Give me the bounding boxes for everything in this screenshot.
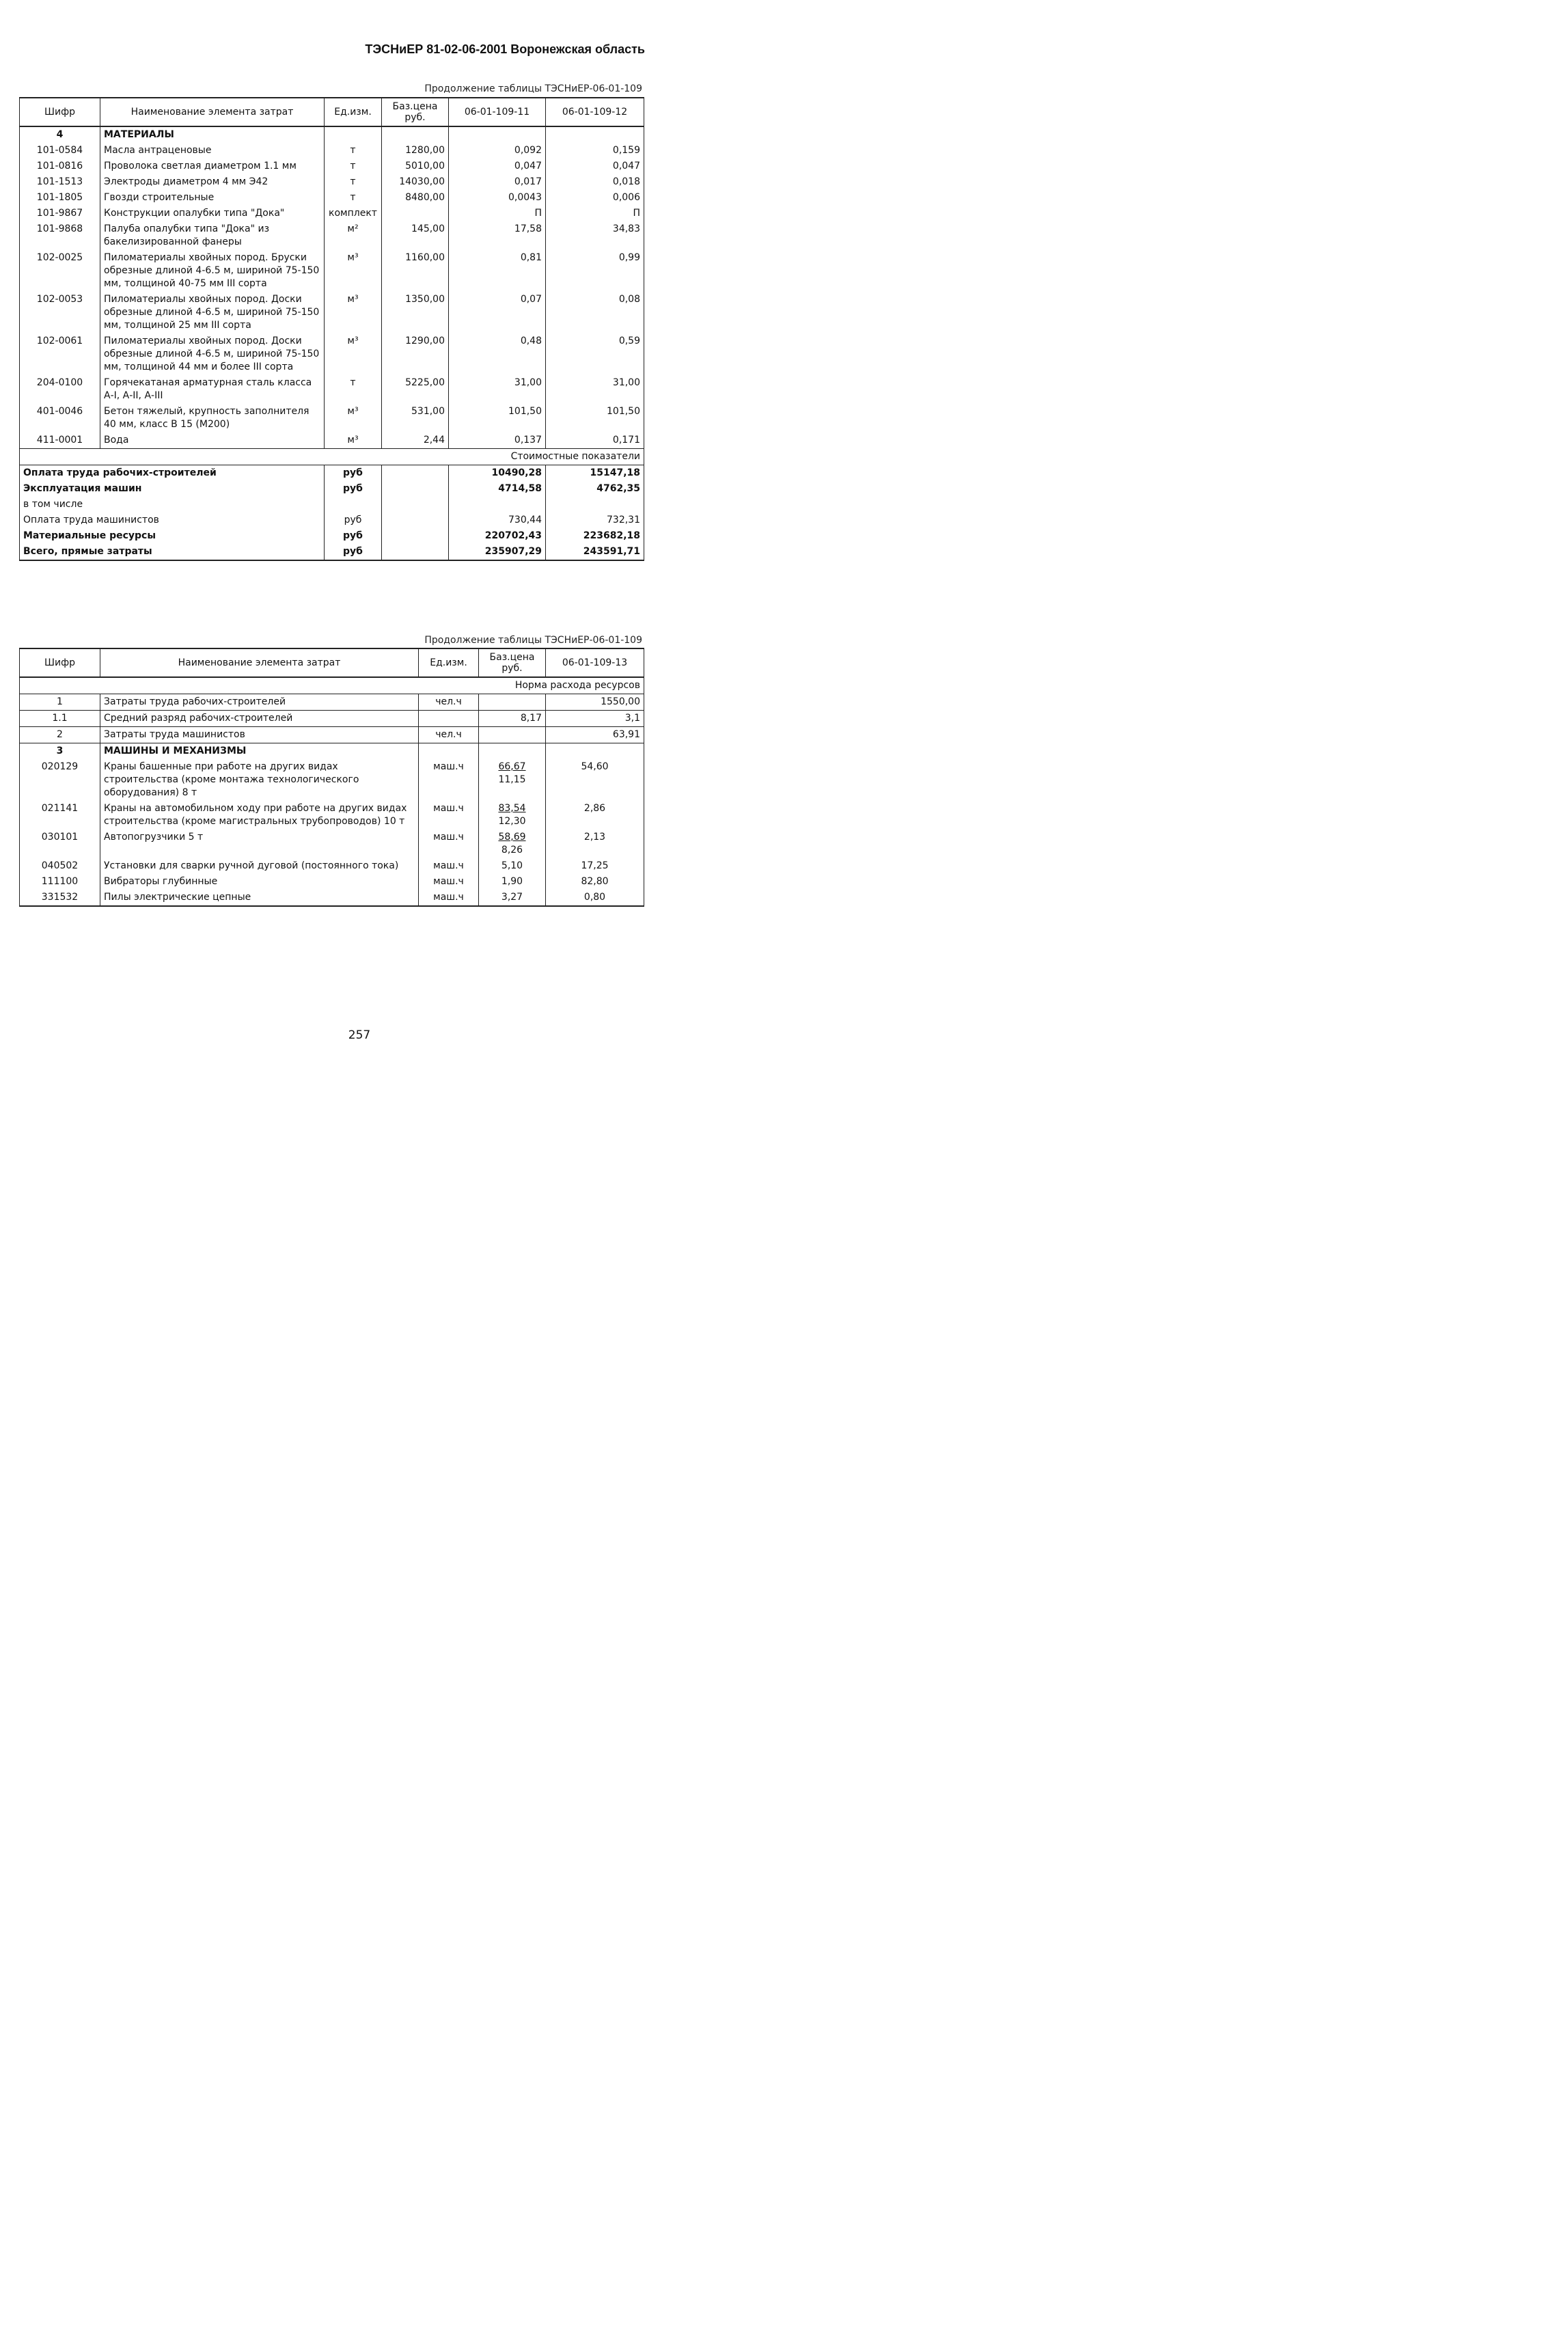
resource-base-price: 8,17: [479, 711, 546, 727]
resource-table-1: [19, 97, 644, 561]
resource-code: 101-9867: [20, 206, 100, 221]
machine-row: [20, 858, 644, 874]
norm-06-01-109-12: 34,83: [546, 221, 644, 250]
resource-name: Палуба опалубки типа "Дока" из бакелизированной фанеры: [100, 221, 325, 250]
col-header-code: Шифр: [20, 648, 100, 677]
machine-price-pair: [498, 802, 525, 828]
norm-06-01-109-13: 0,80: [546, 890, 644, 906]
col-header-price: Баз.цена руб.: [382, 98, 449, 126]
cost-06-01-109-11: 220702,43: [449, 528, 546, 544]
page-number: 257: [348, 1028, 371, 1042]
resource-code: 102-0025: [20, 250, 100, 292]
norm-06-01-109-13: 17,25: [546, 858, 644, 874]
resource-code: 101-0584: [20, 143, 100, 159]
machine-name: Автопогрузчики 5 т: [100, 830, 419, 858]
machine-price-labor: 3,27: [501, 892, 523, 903]
resource-name: Электроды диаметром 4 мм Э42: [100, 174, 325, 190]
machine-price-cell: [479, 830, 546, 858]
machine-code: 021141: [20, 801, 100, 830]
cost-name: Оплата труда машинистов: [20, 512, 325, 528]
cost-unit: руб: [325, 544, 382, 560]
norm-06-01-109-11: 0,48: [449, 333, 546, 375]
machine-unit: маш.ч: [419, 830, 479, 858]
resource-name: Гвозди строительные: [100, 190, 325, 206]
machine-price-pair: [501, 875, 523, 888]
cost-name: Всего, прямые затраты: [20, 544, 325, 560]
cost-06-01-109-12: 15147,18: [546, 465, 644, 482]
resource-name: Пиломатериалы хвойных пород. Доски обрезные длиной 4-6.5 м, шириной 75-150 мм, толщиной 25 мм III сорта: [100, 292, 325, 333]
resource-name: Средний разряд рабочих-строителей: [100, 711, 419, 727]
norm-06-01-109-13: 54,60: [546, 759, 644, 801]
resource-name: Пиломатериалы хвойных пород. Доски обрезные длиной 4-6.5 м, шириной 75-150 мм, толщиной 44 мм и более III сорта: [100, 333, 325, 375]
resource-name: Проволока светлая диаметром 1.1 мм: [100, 159, 325, 174]
cost-row: [20, 512, 644, 528]
col-header-price: Баз.цена руб.: [479, 648, 546, 677]
resource-name: Затраты труда машинистов: [100, 727, 419, 743]
resource-unit: м³: [325, 404, 382, 433]
resource-base-price: 1290,00: [382, 333, 449, 375]
cost-06-01-109-12: [546, 497, 644, 512]
table2-header-row: [20, 648, 644, 677]
cost-06-01-109-12: 223682,18: [546, 528, 644, 544]
cost-unit: руб: [325, 481, 382, 497]
norm-label-row: [20, 677, 644, 694]
resource-name: Масла антраценовые: [100, 143, 325, 159]
resource-unit: м³: [325, 250, 382, 292]
resource-base-price: 531,00: [382, 404, 449, 433]
machine-code: 030101: [20, 830, 100, 858]
resource-unit: м²: [325, 221, 382, 250]
machine-row: [20, 874, 644, 890]
norm-06-01-109-11: 17,58: [449, 221, 546, 250]
resource-code: 101-1805: [20, 190, 100, 206]
col-header-unit: Ед.изм.: [419, 648, 479, 677]
table2-continuation-label: Продолжение таблицы ТЭСНиЕР-06-01-109: [424, 635, 642, 646]
resource-base-price: 145,00: [382, 221, 449, 250]
resource-unit: т: [325, 159, 382, 174]
cost-label-row: [20, 449, 644, 465]
machine-name: Установки для сварки ручной дуговой (постоянного тока): [100, 858, 419, 874]
norm-06-01-109-12: 0,08: [546, 292, 644, 333]
resource-name: Пиломатериалы хвойных пород. Бруски обрезные длиной 4-6.5 м, шириной 75-150 мм, толщиной 40-75 мм III сорта: [100, 250, 325, 292]
norm-06-01-109-13: 3,1: [546, 711, 644, 727]
labor-row: [20, 694, 644, 711]
resource-base-price: 2,44: [382, 433, 449, 449]
norm-06-01-109-12: 0,99: [546, 250, 644, 292]
section-row-machines: [20, 743, 644, 760]
norm-06-01-109-12: 0,006: [546, 190, 644, 206]
table1-continuation-label: Продолжение таблицы ТЭСНиЕР-06-01-109: [424, 83, 642, 94]
resource-base-price: 1160,00: [382, 250, 449, 292]
resource-name: Бетон тяжелый, крупность заполнителя 40 мм, класс В 15 (М200): [100, 404, 325, 433]
material-row: [20, 221, 644, 250]
resource-base-price: [479, 727, 546, 743]
machine-code: 040502: [20, 858, 100, 874]
material-row: [20, 206, 644, 221]
machine-row: [20, 759, 644, 801]
norm-06-01-109-11: 101,50: [449, 404, 546, 433]
cost-06-01-109-11: 235907,29: [449, 544, 546, 560]
norm-06-01-109-11: 0,017: [449, 174, 546, 190]
section-row-materials: [20, 126, 644, 143]
resource-base-price: 14030,00: [382, 174, 449, 190]
machine-row: [20, 890, 644, 906]
machine-unit: маш.ч: [419, 801, 479, 830]
col-header-unit: Ед.изм.: [325, 98, 382, 126]
resource-unit: м³: [325, 433, 382, 449]
cost-06-01-109-11: [449, 497, 546, 512]
machine-price-cell: [479, 801, 546, 830]
resource-name: Конструкции опалубки типа "Дока": [100, 206, 325, 221]
resource-code: 101-1513: [20, 174, 100, 190]
cost-empty: [382, 497, 449, 512]
machine-price-labor: 12,30: [498, 816, 526, 827]
col-header-06-01-109-12: 06-01-109-12: [546, 98, 644, 126]
cost-empty: [382, 481, 449, 497]
cost-name: Эксплуатация машин: [20, 481, 325, 497]
material-row: [20, 292, 644, 333]
material-row: [20, 433, 644, 449]
resource-code: 401-0046: [20, 404, 100, 433]
resource-code: 101-0816: [20, 159, 100, 174]
cost-unit: [325, 497, 382, 512]
resource-name: Затраты труда рабочих-строителей: [100, 694, 419, 711]
machine-name: Вибраторы глубинные: [100, 874, 419, 890]
section-title: МАТЕРИАЛЫ: [100, 126, 325, 143]
cost-row: [20, 465, 644, 482]
cost-06-01-109-11: 4714,58: [449, 481, 546, 497]
cost-06-01-109-12: 243591,71: [546, 544, 644, 560]
material-row: [20, 174, 644, 190]
section-title: МАШИНЫ И МЕХАНИЗМЫ: [100, 743, 419, 760]
material-row: [20, 375, 644, 404]
col-header-06-01-109-13: 06-01-109-13: [546, 648, 644, 677]
machine-row: [20, 801, 644, 830]
cost-06-01-109-11: 730,44: [449, 512, 546, 528]
norm-06-01-109-11: 0,137: [449, 433, 546, 449]
cost-row: [20, 497, 644, 512]
norm-06-01-109-13: 63,91: [546, 727, 644, 743]
resource-base-price: 5010,00: [382, 159, 449, 174]
cost-empty: [382, 528, 449, 544]
norm-06-01-109-12: 0,159: [546, 143, 644, 159]
machine-unit: маш.ч: [419, 858, 479, 874]
norm-06-01-109-11: 0,81: [449, 250, 546, 292]
norm-06-01-109-13: 82,80: [546, 874, 644, 890]
cost-row: [20, 544, 644, 560]
machine-price-total: 66,67: [498, 761, 526, 772]
empty-cell: [419, 743, 479, 760]
resource-unit: комплект: [325, 206, 382, 221]
material-row: [20, 250, 644, 292]
resource-unit: чел.ч: [419, 727, 479, 743]
resource-code: 1: [20, 694, 100, 711]
norm-06-01-109-13: 2,86: [546, 801, 644, 830]
machine-price-pair: [501, 891, 523, 904]
resource-base-price: [479, 694, 546, 711]
col-header-name: Наименование элемента затрат: [100, 98, 325, 126]
resource-unit: м³: [325, 333, 382, 375]
material-row: [20, 333, 644, 375]
table1-header-row: [20, 98, 644, 126]
machine-code: 331532: [20, 890, 100, 906]
norm-06-01-109-12: 0,018: [546, 174, 644, 190]
machine-price-labor: 5,10: [501, 860, 523, 871]
resource-name: Горячекатаная арматурная сталь класса А-I, А-II, А-III: [100, 375, 325, 404]
resource-code: 101-9868: [20, 221, 100, 250]
cost-name: Оплата труда рабочих-строителей: [20, 465, 325, 482]
cost-unit: руб: [325, 512, 382, 528]
page-header-title: ТЭСНиЕР 81-02-06-2001 Воронежская область: [365, 42, 645, 56]
cost-name: Материальные ресурсы: [20, 528, 325, 544]
resource-code: 102-0061: [20, 333, 100, 375]
material-row: [20, 404, 644, 433]
cost-name: в том числе: [20, 497, 325, 512]
machine-name: Пилы электрические цепные: [100, 890, 419, 906]
cost-06-01-109-12: 4762,35: [546, 481, 644, 497]
resource-name: Вода: [100, 433, 325, 449]
norm-06-01-109-11: 31,00: [449, 375, 546, 404]
machine-unit: маш.ч: [419, 759, 479, 801]
norm-06-01-109-11: 0,07: [449, 292, 546, 333]
machine-price-labor: 8,26: [501, 845, 523, 856]
resource-base-price: 1350,00: [382, 292, 449, 333]
cost-row: [20, 528, 644, 544]
col-header-code: Шифр: [20, 98, 100, 126]
col-header-06-01-109-11: 06-01-109-11: [449, 98, 546, 126]
labor-row: [20, 711, 644, 727]
resource-unit: т: [325, 190, 382, 206]
resource-code: 204-0100: [20, 375, 100, 404]
resource-base-price: 8480,00: [382, 190, 449, 206]
machine-price-pair: [501, 860, 523, 873]
norm-06-01-109-13: 1550,00: [546, 694, 644, 711]
norm-label: Норма расхода ресурсов: [20, 677, 644, 694]
norm-06-01-109-11: 0,0043: [449, 190, 546, 206]
cost-empty: [382, 544, 449, 560]
resource-unit: м³: [325, 292, 382, 333]
machine-price-pair: [498, 831, 525, 857]
resource-unit: т: [325, 143, 382, 159]
machine-name: Краны башенные при работе на других видах строительства (кроме монтажа технологического оборудования) 8 т: [100, 759, 419, 801]
material-row: [20, 159, 644, 174]
resource-unit: [419, 711, 479, 727]
cost-unit: руб: [325, 528, 382, 544]
machine-name: Краны на автомобильном ходу при работе на других видах строительства (кроме магистральных трубопроводов) 10 т: [100, 801, 419, 830]
norm-06-01-109-12: П: [546, 206, 644, 221]
machine-price-pair: [498, 761, 525, 786]
norm-06-01-109-12: 101,50: [546, 404, 644, 433]
cost-unit: руб: [325, 465, 382, 482]
machine-unit: маш.ч: [419, 890, 479, 906]
norm-06-01-109-12: 0,047: [546, 159, 644, 174]
norm-06-01-109-13: 2,13: [546, 830, 644, 858]
resource-table-2: [19, 648, 644, 907]
material-row: [20, 143, 644, 159]
col-header-name: Наименование элемента затрат: [100, 648, 419, 677]
machine-price-labor: 11,15: [498, 774, 526, 785]
cost-empty: [382, 512, 449, 528]
norm-06-01-109-12: 0,171: [546, 433, 644, 449]
section-number: 4: [20, 126, 100, 143]
resource-base-price: [382, 206, 449, 221]
machine-code: 111100: [20, 874, 100, 890]
resource-unit: чел.ч: [419, 694, 479, 711]
norm-06-01-109-12: 0,59: [546, 333, 644, 375]
norm-06-01-109-11: 0,092: [449, 143, 546, 159]
machine-price-total: 83,54: [498, 803, 526, 814]
norm-06-01-109-11: 0,047: [449, 159, 546, 174]
resource-base-price: 1280,00: [382, 143, 449, 159]
resource-code: 411-0001: [20, 433, 100, 449]
norm-06-01-109-11: П: [449, 206, 546, 221]
resource-code: 102-0053: [20, 292, 100, 333]
norm-06-01-109-12: 31,00: [546, 375, 644, 404]
cost-06-01-109-11: 10490,28: [449, 465, 546, 482]
cost-06-01-109-12: 732,31: [546, 512, 644, 528]
resource-base-price: 5225,00: [382, 375, 449, 404]
machine-price-cell: [479, 890, 546, 906]
machine-price-cell: [479, 874, 546, 890]
cost-row: [20, 481, 644, 497]
empty-cell: [546, 743, 644, 760]
section-number: 3: [20, 743, 100, 760]
resource-unit: т: [325, 375, 382, 404]
machine-unit: маш.ч: [419, 874, 479, 890]
resource-unit: т: [325, 174, 382, 190]
cost-indicators-label: Стоимостные показатели: [20, 449, 644, 465]
material-row: [20, 190, 644, 206]
machine-price-labor: 1,90: [501, 876, 523, 887]
machine-row: [20, 830, 644, 858]
labor-row: [20, 727, 644, 743]
cost-empty: [382, 465, 449, 482]
resource-code: 2: [20, 727, 100, 743]
machine-code: 020129: [20, 759, 100, 801]
machine-price-cell: [479, 759, 546, 801]
resource-code: 1.1: [20, 711, 100, 727]
empty-cell: [479, 743, 546, 760]
machine-price-total: 58,69: [498, 832, 526, 843]
machine-price-cell: [479, 858, 546, 874]
